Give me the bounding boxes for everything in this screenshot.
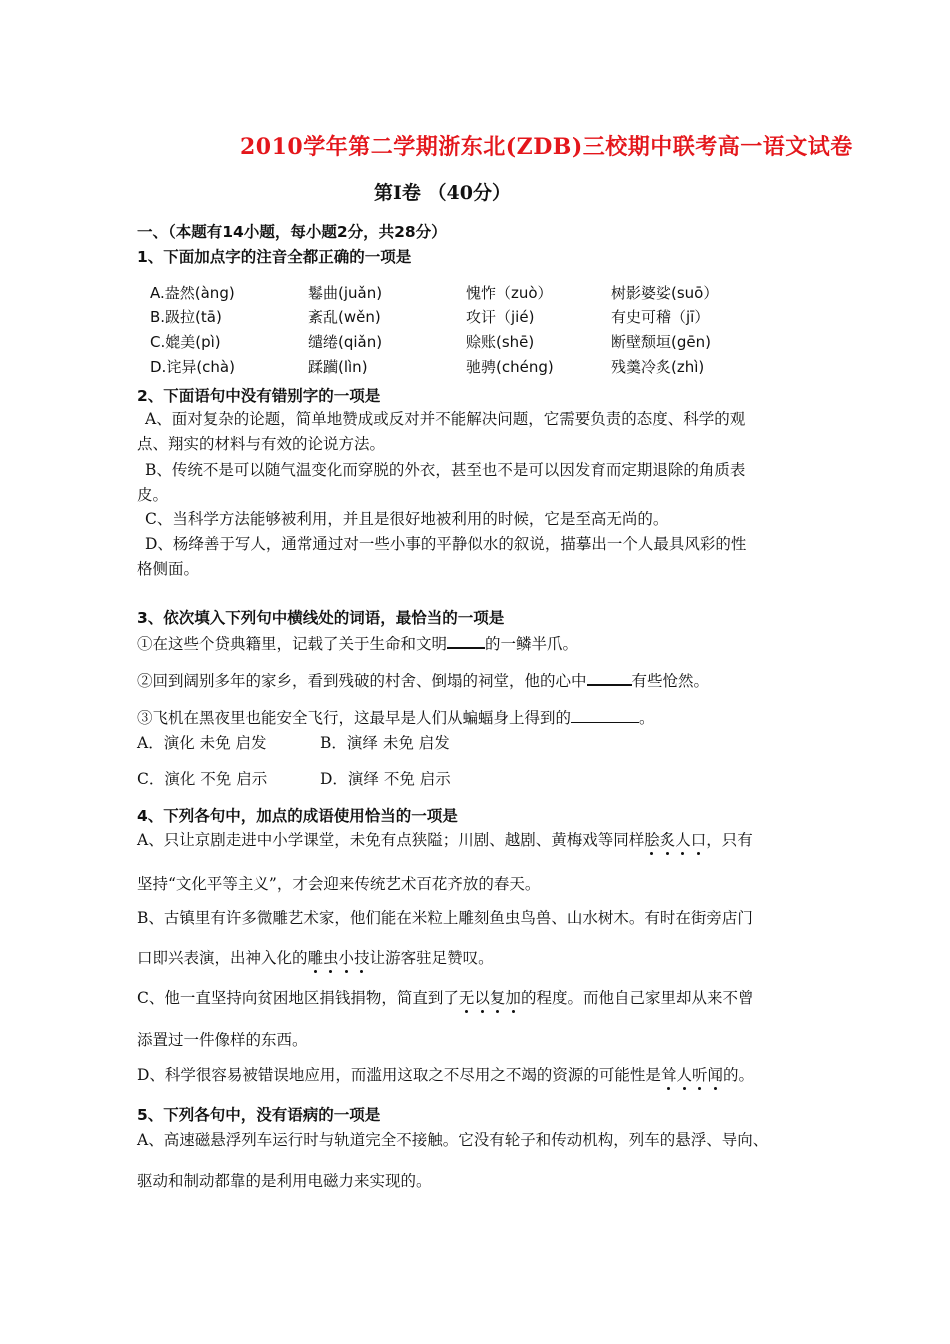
- q4-option-b-line1: B、古镇里有许多微雕艺术家，他们能在米粒上雕刻鱼虫鸟兽、山水树木。有时在街旁店门: [137, 909, 753, 927]
- q1-option-a-2: 鬈曲(juǎn): [308, 284, 383, 302]
- q2-option-b-line2: 皮。: [137, 486, 169, 504]
- q1-option-b-4: 有史可稽（jī）: [611, 308, 710, 326]
- q4-idiom-d: [661, 1066, 723, 1084]
- q1-option-d-4: 残羹冷炙(zhì): [611, 358, 705, 376]
- q4-option-c-line2: 添置过一件像样的东西。: [137, 1031, 308, 1049]
- q1-option-b-1: B.趿拉(tā): [150, 308, 222, 326]
- question-4-stem: 4、下列各句中，加点的成语使用恰当的一项是: [137, 807, 458, 825]
- q4-option-a-line1: A、只让京剧走进中小学课堂，未免有点狭隘；川剧、越剧、黄梅戏等同样脍炙人口，只有: [137, 828, 753, 850]
- q1-option-c-4: 断壁颓垣(gēn): [611, 333, 711, 351]
- emphasis-char: 听: [692, 1063, 708, 1085]
- q1-option-b-3: 攻讦（jié): [466, 308, 535, 326]
- q4-option-d-line1: D、科学很容易被错误地应用，而滥用这取之不尽用之不竭的资源的可能性是耸人听闻的。: [137, 1063, 754, 1085]
- q5-option-a-line2: 驱动和制动都靠的是利用电磁力来实现的。: [137, 1172, 432, 1190]
- question-5-stem: 5、下列各句中，没有语病的一项是: [137, 1106, 381, 1124]
- q4-option-a-line2: 坚持“文化平等主义”，才会迎来传统艺术百花齐放的春天。: [137, 875, 541, 893]
- q3-blank-1: [447, 633, 485, 649]
- q2-option-a-line1: A、面对复杂的论题，简单地赞成或反对并不能解决问题，它需要负责的态度、科学的观: [145, 410, 746, 428]
- q1-option-d-2: 蹂躏(lìn): [308, 358, 368, 376]
- q1-option-d-3: 驰骋(chéng): [466, 358, 554, 376]
- q1-option-c-3: 赊账(shē): [466, 333, 535, 351]
- question-2-stem: 2、下面语句中没有错别字的一项是: [137, 387, 381, 405]
- q5-option-a-line1: A、高速磁悬浮列车运行时与轨道完全不接触。它没有轮子和传动机构，列车的悬浮、导向、: [137, 1131, 769, 1149]
- question-1-stem: 1、下面加点字的注音全都正确的一项是: [137, 248, 412, 266]
- q4-option-c-line1: C、他一直坚持向贫困地区捐钱捐物，简直到了无以复加的程度。而他自己家里却从来不曾: [137, 986, 753, 1008]
- q1-option-a-4: 树影婆娑(suō）: [611, 284, 719, 302]
- question-3-stem: 3、依次填入下列句中横线处的词语，最恰当的一项是: [137, 609, 505, 627]
- emphasis-char: 加: [505, 986, 521, 1008]
- q1-option-a-1: A.盎然(àng): [150, 284, 235, 302]
- q3-sentence-2: ②回到阔别多年的家乡，看到残破的村舍、倒塌的祠堂，他的心中 有些怆然。: [137, 672, 710, 690]
- emphasis-char: 耸: [661, 1063, 677, 1085]
- q2-option-d-line2: 格侧面。: [137, 560, 200, 578]
- emphasis-char: 闻: [707, 1063, 723, 1085]
- q3-option-c: C．演化 不免 启示: [137, 770, 268, 788]
- emphasis-char: 以: [474, 986, 490, 1008]
- q3-option-b: B．演绎 未免 启发: [320, 734, 450, 752]
- emphasis-char: 炙: [660, 828, 676, 850]
- q1-option-b-2: 紊乱(wěn): [308, 308, 381, 326]
- emphasis-char: 人: [676, 1063, 692, 1085]
- q3-sentence-3: ③飞机在黑夜里也能安全飞行，这最早是人们从蝙蝠身上得到的 。: [137, 709, 655, 727]
- emphasis-char: 技: [354, 946, 370, 968]
- part-heading: 第Ⅰ卷 （40分）: [374, 182, 511, 204]
- q3-option-d: D．演绎 不免 启示: [320, 770, 451, 788]
- emphasis-char: 口: [691, 828, 707, 850]
- q3-blank-2: [587, 670, 632, 686]
- q3-blank-3: [571, 708, 639, 723]
- emphasis-char: 小: [339, 946, 355, 968]
- emphasis-char: 无: [459, 986, 475, 1008]
- q4-idiom-a: [644, 831, 706, 849]
- emphasis-char: 人: [675, 828, 691, 850]
- q3-sentence-1: ①在这些个贷典籍里，记载了关于生命和文明 的一鳞半爪。: [137, 635, 579, 653]
- emphasis-char: 雕: [308, 946, 324, 968]
- q2-option-c-line1: C、当科学方法能够被利用，并且是很好地被利用的时候，它是至高无尚的。: [145, 510, 669, 528]
- q1-option-c-1: C.媲美(pì): [150, 333, 221, 351]
- q4-idiom-c: [459, 989, 521, 1007]
- q1-option-a-3: 愧怍（zuò）: [466, 284, 553, 302]
- q3-option-a: A．演化 未免 启发: [137, 734, 267, 752]
- emphasis-char: 虫: [323, 946, 339, 968]
- emphasis-char: 脍: [644, 828, 660, 850]
- exam-title: 2010学年第二学期浙东北(ZDB)三校期中联考高一语文试卷: [240, 134, 853, 160]
- q2-option-d-line1: D、杨绛善于写人，通常通过对一些小事的平静似水的叙说，描摹出一个人最具风彩的性: [145, 535, 747, 553]
- q1-option-d-1: D.诧异(chà): [150, 358, 235, 376]
- q4-idiom-b: [308, 949, 370, 967]
- section-heading: 一、（本题有14小题，每小题2分，共28分）: [137, 223, 447, 241]
- q2-option-a-line2: 点、翔实的材料与有效的论说方法。: [137, 435, 386, 453]
- q2-option-b-line1: B、传统不是可以随气温变化而穿脱的外衣，甚至也不是可以因发育而定期退除的角质表: [145, 461, 746, 479]
- q4-option-b-line2: 口即兴表演，出神入化的雕虫小技让游客驻足赞叹。: [137, 946, 494, 968]
- emphasis-char: 复: [490, 986, 506, 1008]
- q1-option-c-2: 缱绻(qiǎn): [308, 333, 383, 351]
